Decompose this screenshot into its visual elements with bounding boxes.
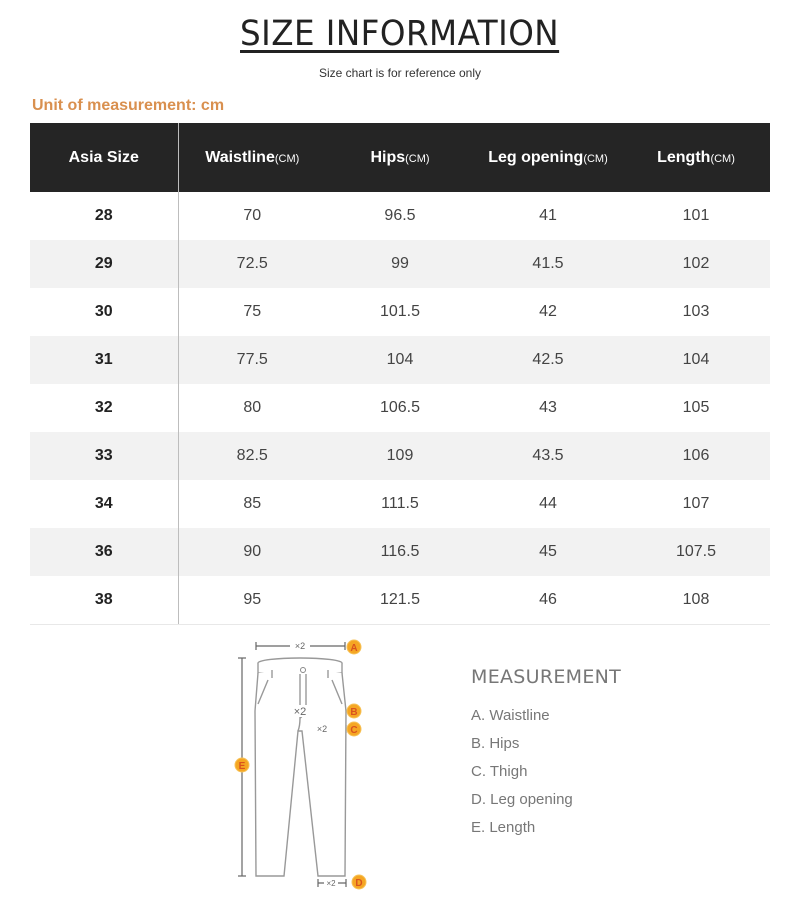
cell-leg-opening: 41.5: [474, 240, 622, 288]
col-label: Asia Size: [68, 148, 139, 166]
table-row: [30, 240, 770, 288]
svg-text:C: C: [350, 725, 358, 736]
size-table: [30, 123, 770, 625]
cell-waistline: 70: [243, 207, 262, 224]
cell-waistline: 90: [178, 528, 326, 576]
table-row: [30, 576, 770, 625]
svg-text:×2: ×2: [326, 879, 336, 888]
legend-item-thigh: C. Thigh: [471, 763, 528, 780]
cell-waistline: 80: [243, 399, 262, 416]
col-header-waistline: [178, 123, 326, 192]
cell-hips: 106.5: [379, 399, 421, 416]
cell-leg-opening: 45: [474, 528, 622, 576]
table-row: [30, 336, 770, 384]
legend-item-length: E. Length: [471, 819, 536, 836]
cell-size: 30: [30, 288, 178, 336]
col-unit: (CM): [405, 152, 430, 165]
unit-label: Unit of measurement: cm: [32, 97, 225, 114]
cell-length: 105: [682, 399, 710, 416]
col-label: Length: [657, 148, 711, 166]
cell-waistline: 72.5: [178, 240, 326, 288]
table-row: [30, 432, 770, 480]
cell-length: 107.5: [622, 528, 770, 576]
cell-leg-opening: 43.5: [474, 432, 622, 480]
svg-text:A: A: [350, 643, 358, 654]
legend-item-hips: B. Hips: [471, 735, 520, 752]
cell-hips: 109: [326, 432, 474, 480]
pants-diagram: [228, 636, 373, 896]
cell-waistline: 75: [243, 303, 262, 320]
cell-size: 32: [30, 384, 178, 432]
col-unit: (CM): [583, 152, 608, 165]
cell-waistline: 82.5: [178, 432, 326, 480]
table-header-row: [30, 123, 770, 192]
col-header-hips: [326, 123, 474, 192]
cell-size: 29: [30, 240, 178, 288]
multiplier-label: ×2: [294, 641, 306, 651]
col-header-leg-opening: [474, 123, 622, 192]
cell-length: 101: [682, 207, 710, 224]
cell-waistline: 85: [243, 495, 262, 512]
measurement-legend: [471, 666, 621, 842]
legend-item-leg-opening: D. Leg opening: [471, 791, 573, 808]
title-wrap: [0, 14, 800, 54]
cell-leg-opening: 42: [539, 303, 557, 320]
legend-title: MEASUREMENT: [471, 666, 622, 688]
col-header-length: [622, 123, 770, 192]
svg-text:×2: ×2: [293, 706, 307, 718]
cell-size: 31: [30, 336, 178, 384]
cell-leg-opening: 42.5: [474, 336, 622, 384]
svg-text:B: B: [350, 707, 358, 718]
cell-hips: 101.5: [379, 303, 421, 320]
table-row: [30, 480, 770, 528]
cell-waistline: 95: [178, 576, 326, 625]
cell-hips: 104: [326, 336, 474, 384]
cell-leg-opening: 41: [539, 207, 557, 224]
cell-waistline: 77.5: [178, 336, 326, 384]
cell-length: 104: [622, 336, 770, 384]
cell-hips: 99: [326, 240, 474, 288]
legend-item-waistline: A. Waistline: [471, 707, 550, 724]
cell-hips: 96.5: [384, 207, 416, 224]
cell-size: 36: [30, 528, 178, 576]
page-title: SIZE INFORMATION: [240, 14, 560, 54]
cell-size: 28: [30, 192, 178, 240]
col-header-asia-size: [30, 123, 178, 192]
svg-text:D: D: [355, 878, 363, 889]
col-label: Leg opening: [488, 148, 584, 166]
cell-hips: 121.5: [326, 576, 474, 625]
cell-size: 38: [30, 576, 178, 625]
col-label: Hips: [370, 148, 406, 166]
cell-size: 33: [30, 432, 178, 480]
cell-leg-opening: 43: [539, 399, 557, 416]
svg-text:E: E: [238, 761, 246, 772]
pants-illustration-icon: [228, 636, 373, 896]
col-label: Waistline: [205, 148, 275, 166]
col-unit: (CM): [710, 152, 735, 165]
cell-length: 107: [682, 495, 710, 512]
col-unit: (CM): [274, 152, 300, 165]
cell-leg-opening: 44: [539, 495, 557, 512]
cell-hips: 111.5: [381, 495, 419, 512]
table-row: [30, 192, 770, 240]
svg-text:×2: ×2: [316, 724, 328, 734]
cell-leg-opening: 46: [474, 576, 622, 625]
cell-length: 102: [622, 240, 770, 288]
cell-hips: 116.5: [326, 528, 474, 576]
table-row: [30, 384, 770, 432]
cell-length: 108: [622, 576, 770, 625]
cell-length: 106: [622, 432, 770, 480]
cell-length: 103: [682, 303, 710, 320]
table-row: [30, 288, 770, 336]
cell-size: 34: [30, 480, 178, 528]
subtitle: Size chart is for reference only: [318, 66, 482, 80]
table-row: [30, 528, 770, 576]
